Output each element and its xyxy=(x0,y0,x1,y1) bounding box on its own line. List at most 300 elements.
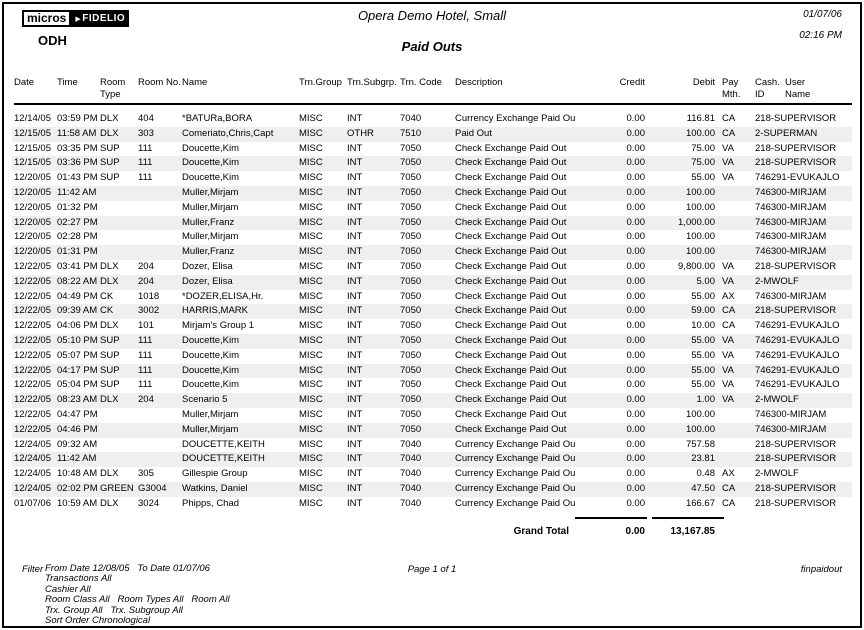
filter-line: Cashier All xyxy=(45,583,91,595)
cell-pay-mth: VA xyxy=(722,349,734,361)
report-title: Paid Outs xyxy=(401,39,463,54)
cell-trn-subgrp: INT xyxy=(347,349,363,361)
cell-pay-mth xyxy=(715,186,751,201)
cell-cashier-user: 746291-EVUKAJLO xyxy=(755,349,840,361)
cell-credit: 0.00 xyxy=(626,482,645,494)
table-row xyxy=(12,260,852,275)
cell-name: Doucette,Kim xyxy=(182,349,240,361)
cell-cashier-user: 746300-MIRJAM xyxy=(755,216,827,228)
cell-description: Check Exchange Paid Out xyxy=(455,408,567,420)
cell-room-type: SUP xyxy=(100,364,120,376)
cell-credit: 0.00 xyxy=(626,364,645,376)
cell-name: Doucette,Kim xyxy=(182,142,240,154)
column-header-room: Room Type xyxy=(100,77,126,100)
cell-trn-subgrp: INT xyxy=(347,142,363,154)
cell-description: Check Exchange Paid Out xyxy=(455,157,567,169)
cell-trn-group: MISC xyxy=(299,113,323,124)
cell-description: Check Exchange Paid Out xyxy=(455,142,567,154)
cell-credit: 0.00 xyxy=(626,334,645,346)
cell-room-type: SUP xyxy=(100,379,120,391)
cell-room-no: 305 xyxy=(138,468,154,480)
header-rule xyxy=(14,103,852,105)
cell-description: Paid Out xyxy=(455,127,492,139)
cell-room-type xyxy=(100,438,138,453)
cell-name: DOUCETTE,KEITH xyxy=(182,438,265,450)
cell-trn-subgrp: INT xyxy=(347,172,363,184)
cell-pay-mth xyxy=(715,423,751,438)
cell-room-no: 111 xyxy=(138,172,153,184)
cell-date: 12/20/05 xyxy=(14,201,51,213)
cell-cashier-user: 746300-MIRJAM xyxy=(755,201,827,213)
cell-trn-group: MISC xyxy=(299,186,323,198)
table-row xyxy=(12,334,852,349)
cell-trn-code: 7050 xyxy=(400,157,422,169)
cell-pay-mth: CA xyxy=(722,113,736,124)
cell-cashier-user: 746291-EVUKAJLO xyxy=(755,172,840,184)
table-row xyxy=(12,482,852,497)
cell-room-type: DLX xyxy=(100,497,119,509)
cell-trn-subgrp: INT xyxy=(347,334,363,346)
cell-description: Check Exchange Paid Out xyxy=(455,201,567,213)
cell-cashier-user: 218-SUPERVISOR xyxy=(755,142,837,154)
table-row xyxy=(12,156,852,171)
cell-room-type: DLX xyxy=(100,127,119,139)
cell-room-type: SUP xyxy=(100,157,120,169)
cell-date: 12/22/05 xyxy=(14,408,51,420)
cell-room-no: 1018 xyxy=(138,290,160,302)
cell-trn-group: MISC xyxy=(299,260,323,272)
cell-description: Check Exchange Paid Out xyxy=(455,349,567,361)
cell-pay-mth xyxy=(715,245,751,260)
table-row xyxy=(12,171,852,186)
cell-date: 12/22/05 xyxy=(14,260,51,272)
cell-room-no xyxy=(138,438,182,453)
cell-trn-subgrp: INT xyxy=(347,320,363,332)
cell-cashier-user: 218-SUPERVISOR xyxy=(755,157,837,169)
column-header-debit: Debit xyxy=(692,77,715,88)
cell-credit: 0.00 xyxy=(626,453,645,465)
cell-trn-group: MISC xyxy=(299,468,323,480)
cell-room-type: DLX xyxy=(100,320,119,332)
cell-pay-mth: VA xyxy=(722,394,734,406)
cell-pay-mth xyxy=(715,438,751,453)
cell-credit: 0.00 xyxy=(626,246,645,258)
cell-cashier-user: 2-SUPERMAN xyxy=(755,127,818,139)
cell-cashier-user: 218-SUPERVISOR xyxy=(755,497,837,509)
cell-date: 12/22/05 xyxy=(14,334,51,346)
cell-room-no: 204 xyxy=(138,275,154,287)
grand-total-debit: 13,167.85 xyxy=(670,526,715,537)
cell-trn-group: MISC xyxy=(299,394,323,406)
cell-room-type: SUP xyxy=(100,334,120,346)
cell-credit: 0.00 xyxy=(626,231,645,243)
cell-credit: 0.00 xyxy=(626,142,645,154)
cell-trn-subgrp: INT xyxy=(347,364,363,376)
cell-debit: 116.81 xyxy=(686,113,715,124)
cell-credit: 0.00 xyxy=(626,201,645,213)
cell-room-no: 204 xyxy=(138,260,154,272)
cell-name: Doucette,Kim xyxy=(182,172,240,184)
cell-date: 12/22/05 xyxy=(14,275,51,287)
cell-room-type: DLX xyxy=(100,113,119,124)
cell-room-no xyxy=(138,408,182,423)
hotel-name: Opera Demo Hotel, Small xyxy=(357,8,507,23)
cell-room-no: 111 xyxy=(138,334,153,346)
cell-trn-group: MISC xyxy=(299,349,323,361)
cell-trn-code: 7050 xyxy=(400,320,422,332)
cell-time: 10:59 AM xyxy=(57,497,98,509)
cell-trn-subgrp: INT xyxy=(347,231,363,243)
cell-debit: 55.00 xyxy=(691,379,715,391)
cell-time: 02:28 PM xyxy=(57,231,98,243)
table-row xyxy=(12,275,852,290)
table-row xyxy=(12,378,852,393)
grand-total-credit: 0.00 xyxy=(625,526,645,537)
cell-description: Check Exchange Paid Out xyxy=(455,246,567,258)
cell-debit: 9,800.00 xyxy=(678,260,715,272)
cell-credit: 0.00 xyxy=(626,305,645,317)
cell-time: 03:41 PM xyxy=(57,260,98,272)
column-header-pay: Pay Mth. xyxy=(722,77,741,100)
cell-name: *BATURa,BORA xyxy=(182,113,253,124)
cell-date: 12/22/05 xyxy=(14,320,51,332)
print-time: 02:16 PM xyxy=(799,30,842,41)
cell-credit: 0.00 xyxy=(626,157,645,169)
cell-description: Currency Exchange Paid Ou xyxy=(455,113,575,124)
cell-debit: 55.00 xyxy=(691,349,715,361)
cell-cashier-user: 746300-MIRJAM xyxy=(755,246,827,258)
table-row xyxy=(12,438,852,453)
property-code: ODH xyxy=(38,33,67,48)
cell-date: 12/22/05 xyxy=(14,349,51,361)
cell-room-type xyxy=(100,230,138,245)
cell-room-no xyxy=(138,423,182,438)
cell-trn-code: 7050 xyxy=(400,394,422,406)
cell-pay-mth: AX xyxy=(722,468,735,480)
cell-credit: 0.00 xyxy=(626,186,645,198)
cell-room-type xyxy=(100,201,138,216)
cell-trn-group: MISC xyxy=(299,201,323,213)
cell-room-type xyxy=(100,423,138,438)
column-header-date: Date xyxy=(14,77,35,88)
column-header-name: Name xyxy=(182,77,208,88)
filter-label: Filter xyxy=(22,564,44,575)
cell-debit: 59.00 xyxy=(691,305,715,317)
cell-description: Check Exchange Paid Out xyxy=(455,216,567,228)
cell-trn-code: 7050 xyxy=(400,364,422,376)
cell-time: 04:06 PM xyxy=(57,320,98,332)
cell-trn-group: MISC xyxy=(299,497,323,509)
cell-date: 12/15/05 xyxy=(14,142,51,154)
table-row xyxy=(12,408,852,423)
cell-room-no: 101 xyxy=(138,320,154,332)
cell-debit: 55.00 xyxy=(691,334,715,346)
cell-room-no xyxy=(138,201,182,216)
cell-date: 12/22/05 xyxy=(14,423,51,435)
cell-pay-mth xyxy=(715,452,751,467)
cell-date: 12/20/05 xyxy=(14,231,51,243)
cell-room-type: SUP xyxy=(100,349,120,361)
column-header-description: Description xyxy=(455,77,503,88)
cell-time: 01:32 PM xyxy=(57,201,98,213)
table-row xyxy=(12,142,852,157)
cell-date: 12/24/05 xyxy=(14,453,51,465)
cell-trn-group: MISC xyxy=(299,216,323,228)
cell-cashier-user: 218-SUPERVISOR xyxy=(755,260,837,272)
cell-room-type: CK xyxy=(100,305,114,317)
cell-room-no: 404 xyxy=(138,113,154,124)
cell-date: 12/22/05 xyxy=(14,394,51,406)
cell-time: 11:42 AM xyxy=(57,186,97,198)
cell-trn-subgrp: INT xyxy=(347,216,363,228)
cell-debit: 10.00 xyxy=(691,320,715,332)
cell-debit: 757.58 xyxy=(685,438,715,450)
cell-pay-mth xyxy=(715,216,751,231)
cell-room-no xyxy=(138,452,182,467)
cell-date: 12/20/05 xyxy=(14,216,51,228)
cell-description: Check Exchange Paid Out xyxy=(455,320,567,332)
column-header-trn-code: Trn. Code xyxy=(400,77,442,88)
column-header-trn-group: Trn.Group xyxy=(299,77,342,88)
cell-date: 12/22/05 xyxy=(14,305,51,317)
cell-trn-code: 7040 xyxy=(400,468,422,480)
cell-trn-code: 7040 xyxy=(400,453,422,465)
table-row xyxy=(12,349,852,364)
cell-time: 11:42 AM xyxy=(57,453,97,465)
cell-pay-mth: AX xyxy=(722,290,735,302)
cell-date: 12/20/05 xyxy=(14,186,51,198)
column-header-time: Time xyxy=(57,77,78,88)
cell-time: 09:32 AM xyxy=(57,438,98,450)
table-row xyxy=(12,393,852,408)
cell-credit: 0.00 xyxy=(626,127,645,139)
cell-room-type: DLX xyxy=(100,394,119,406)
cell-debit: 100.00 xyxy=(685,246,715,258)
cell-trn-subgrp: INT xyxy=(347,201,363,213)
cell-pay-mth: VA xyxy=(722,364,734,376)
cell-trn-group: MISC xyxy=(299,453,323,465)
cell-trn-code: 7050 xyxy=(400,379,422,391)
cell-name: Dozer, Elisa xyxy=(182,275,233,287)
filter-line: Transactions All xyxy=(45,573,112,585)
cell-cashier-user: 746291-EVUKAJLO xyxy=(755,364,840,376)
cell-debit: 100.00 xyxy=(685,423,715,435)
cell-description: Currency Exchange Paid Ou xyxy=(455,482,575,494)
cell-room-type: SUP xyxy=(100,172,120,184)
filter-line: Sort Order Chronological xyxy=(45,615,151,627)
cell-trn-group: MISC xyxy=(299,379,323,391)
table-row xyxy=(12,497,852,512)
cell-name: Watkins, Daniel xyxy=(182,482,248,494)
grand-total-rule-debit xyxy=(652,517,724,519)
arrow-icon: ▶ xyxy=(75,15,82,23)
cell-debit: 55.00 xyxy=(691,364,715,376)
cell-trn-group: MISC xyxy=(299,157,323,169)
cell-room-no: 303 xyxy=(138,127,154,139)
grand-total-row xyxy=(14,525,850,538)
cell-debit: 23.81 xyxy=(691,453,715,465)
cell-pay-mth xyxy=(715,230,751,245)
cell-credit: 0.00 xyxy=(626,497,645,509)
column-header-user: User Name xyxy=(785,77,811,100)
cell-room-type xyxy=(100,245,138,260)
cell-name: DOUCETTE,KEITH xyxy=(182,453,265,465)
cell-cashier-user: 218-SUPERVISOR xyxy=(755,438,837,450)
cell-trn-code: 7050 xyxy=(400,349,422,361)
cell-pay-mth xyxy=(715,201,751,216)
cell-trn-group: MISC xyxy=(299,305,323,317)
cell-name: Dozer, Elisa xyxy=(182,260,233,272)
cell-trn-group: MISC xyxy=(299,423,323,435)
filter-line: From Date 12/08/05 To Date 01/07/06 xyxy=(45,563,210,574)
cell-date: 12/15/05 xyxy=(14,127,51,139)
cell-cashier-user: 2-MWOLF xyxy=(755,468,799,480)
cell-trn-code: 7040 xyxy=(400,482,422,494)
cell-description: Check Exchange Paid Out xyxy=(455,186,567,198)
cell-time: 03:35 PM xyxy=(57,142,98,154)
cell-trn-code: 7040 xyxy=(400,497,422,509)
cell-debit: 75.00 xyxy=(691,142,715,154)
cell-name: HARRIS,MARK xyxy=(182,305,248,317)
cell-trn-code: 7050 xyxy=(400,290,422,302)
cell-pay-mth: VA xyxy=(722,275,734,287)
cell-trn-group: MISC xyxy=(299,290,323,302)
cell-credit: 0.00 xyxy=(626,290,645,302)
cell-cashier-user: 218-SUPERVISOR xyxy=(755,305,837,317)
cell-trn-subgrp: INT xyxy=(347,438,363,450)
cell-name: Doucette,Kim xyxy=(182,379,240,391)
cell-credit: 0.00 xyxy=(626,394,645,406)
cell-room-no: 111 xyxy=(138,349,153,361)
cell-trn-subgrp: INT xyxy=(347,408,363,420)
cell-name: Muller,Mirjam xyxy=(182,201,239,213)
cell-cashier-user: 746291-EVUKAJLO xyxy=(755,334,840,346)
cell-description: Check Exchange Paid Out xyxy=(455,379,567,391)
cell-trn-code: 7050 xyxy=(400,260,422,272)
cell-trn-group: MISC xyxy=(299,438,323,450)
cell-description: Check Exchange Paid Out xyxy=(455,275,567,287)
cell-description: Check Exchange Paid Out xyxy=(455,290,567,302)
cell-pay-mth: VA xyxy=(722,172,734,184)
cell-name: Doucette,Kim xyxy=(182,364,240,376)
cell-room-type xyxy=(100,216,138,231)
cell-room-type: DLX xyxy=(100,468,119,480)
table-row xyxy=(12,245,852,260)
cell-description: Currency Exchange Paid Ou xyxy=(455,438,575,450)
cell-time: 03:36 PM xyxy=(57,157,98,169)
cell-debit: 1.00 xyxy=(696,394,715,406)
cell-credit: 0.00 xyxy=(626,320,645,332)
cell-date: 12/14/05 xyxy=(14,113,51,124)
cell-room-type: CK xyxy=(100,290,114,302)
cell-time: 10:48 AM xyxy=(57,468,98,480)
cell-debit: 100.00 xyxy=(685,408,715,420)
cell-room-no: 3002 xyxy=(138,305,160,317)
cell-room-no: 204 xyxy=(138,394,154,406)
cell-name: Phipps, Chad xyxy=(182,497,240,509)
cell-time: 04:46 PM xyxy=(57,423,98,435)
cell-trn-subgrp: INT xyxy=(347,246,363,258)
cell-trn-subgrp: INT xyxy=(347,186,363,198)
cell-credit: 0.00 xyxy=(626,349,645,361)
cell-room-no xyxy=(138,230,182,245)
print-date: 01/07/06 xyxy=(803,9,842,20)
table-row xyxy=(12,364,852,379)
cell-trn-code: 7050 xyxy=(400,408,422,420)
cell-trn-group: MISC xyxy=(299,246,323,258)
cell-room-no: 111 xyxy=(138,157,153,169)
cell-date: 12/22/05 xyxy=(14,290,51,302)
table-row xyxy=(12,186,852,201)
cell-pay-mth: CA xyxy=(722,305,736,317)
cell-room-type: GREEN xyxy=(100,482,134,494)
cell-pay-mth: CA xyxy=(722,482,736,494)
cell-trn-code: 7050 xyxy=(400,423,422,435)
cell-trn-code: 7510 xyxy=(400,127,422,139)
report-page xyxy=(2,2,862,628)
cell-description: Check Exchange Paid Out xyxy=(455,334,567,346)
cell-cashier-user: 746291-EVUKAJLO xyxy=(755,379,840,391)
cell-credit: 0.00 xyxy=(626,438,645,450)
cell-trn-code: 7050 xyxy=(400,334,422,346)
table-row xyxy=(12,112,852,127)
cell-credit: 0.00 xyxy=(626,408,645,420)
cell-room-no: 111 xyxy=(138,364,153,376)
cell-room-no: G3004 xyxy=(138,482,167,494)
cell-debit: 55.00 xyxy=(691,172,715,184)
cell-time: 09:39 AM xyxy=(57,305,98,317)
cell-trn-group: MISC xyxy=(299,482,323,494)
table-row xyxy=(12,467,852,482)
cell-cashier-user: 746300-MIRJAM xyxy=(755,231,827,243)
cell-room-no: 111 xyxy=(138,379,153,391)
cell-room-type: SUP xyxy=(100,142,120,154)
cell-debit: 47.50 xyxy=(691,482,715,494)
cell-trn-code: 7050 xyxy=(400,172,422,184)
cell-description: Currency Exchange Paid Ou xyxy=(455,497,575,509)
cell-pay-mth: VA xyxy=(722,334,734,346)
cell-description: Check Exchange Paid Out xyxy=(455,423,567,435)
cell-time: 04:49 PM xyxy=(57,290,98,302)
cell-debit: 1,000.00 xyxy=(678,216,715,228)
cell-name: Muller,Mirjam xyxy=(182,186,239,198)
cell-description: Currency Exchange Paid Ou xyxy=(455,468,575,480)
cell-time: 08:23 AM xyxy=(57,394,98,406)
cell-cashier-user: 218-SUPERVISOR xyxy=(755,453,837,465)
cell-trn-group: MISC xyxy=(299,231,323,243)
cell-name: Doucette,Kim xyxy=(182,157,240,169)
fidelio-label: FIDELIO xyxy=(82,13,126,24)
cell-room-type xyxy=(100,408,138,423)
cell-name: Muller,Franz xyxy=(182,246,235,258)
cell-trn-group: MISC xyxy=(299,142,323,154)
cell-trn-code: 7050 xyxy=(400,231,422,243)
grand-total-rule-credit xyxy=(575,517,647,519)
cell-name: *DOZER,ELISA,Hr. xyxy=(182,290,264,302)
cell-description: Check Exchange Paid Out xyxy=(455,364,567,376)
cell-cashier-user: 218-SUPERVISOR xyxy=(755,113,837,124)
cell-trn-code: 7050 xyxy=(400,305,422,317)
cell-time: 01:43 PM xyxy=(57,172,98,184)
cell-time: 05:10 PM xyxy=(57,334,98,346)
cell-trn-code: 7050 xyxy=(400,246,422,258)
cell-room-no: 111 xyxy=(138,142,153,154)
table-row xyxy=(12,216,852,231)
cell-name: Mirjam's Group 1 xyxy=(182,320,255,332)
cell-time: 11:58 AM xyxy=(57,127,97,139)
cell-time: 02:27 PM xyxy=(57,216,98,228)
cell-room-no: 3024 xyxy=(138,497,160,509)
